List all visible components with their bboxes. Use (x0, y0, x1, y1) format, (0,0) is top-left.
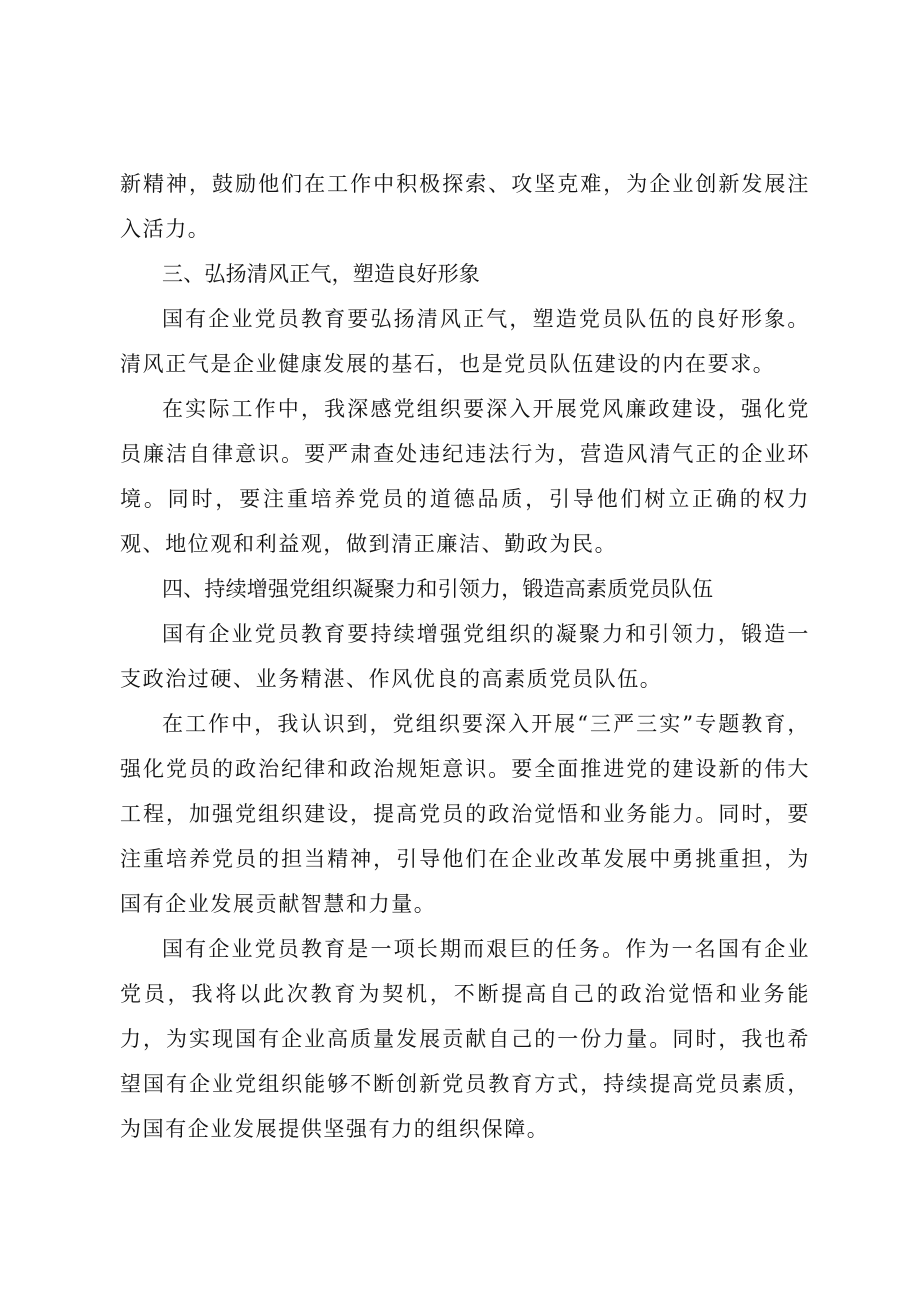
paragraph-3-1: 国有企业党员教育要弘扬清风正气，塑造党员队伍的良好形象。清风正气是企业健康发展的基石，也是党员队伍建设的内在要求。 (120, 307, 810, 376)
paragraph-3-2: 在实际工作中，我深感党组织要深入开展党风廉政建设，强化党员廉洁自律意识。要严肃查处违纪违法行为，营造风清气正的企业环境。同时，要注重培养党员的道德品质，引导他们树立正确的权力观、地位观和利益观，做到清正廉洁、勤政为民。 (120, 397, 810, 556)
section-heading-3: 三、弘扬清风正气，塑造良好形象 (162, 262, 480, 286)
document-body (120, 162, 810, 1152)
paragraph-conclusion: 国有企业党员教育是一项长期而艰巨的任务。作为一名国有企业党员，我将以此次教育为契机，不断提高自己的政治觉悟和业务能力，为实现国有企业高质量发展贡献自己的一份力量。同时，我也希望国有企业党组织能够不断创新党员教育方式，持续提高党员素质，为国有企业发展提供坚强有力的组织保障。 (120, 937, 810, 1141)
section-heading-4: 四、持续增强党组织凝聚力和引领力，锻造高素质党员队伍 (162, 577, 714, 601)
paragraph-4-1: 国有企业党员教育要持续增强党组织的凝聚力和引领力，锻造一支政治过硬、业务精湛、作风优良的高素质党员队伍。 (120, 622, 810, 691)
paragraph-4-2: 在工作中，我认识到，党组织要深入开展“三严三实”专题教育，强化党员的政治纪律和政治规矩意识。要全面推进党的建设新的伟大工程，加强党组织建设，提高党员的政治觉悟和业务能力。同时，要注重培养党员的担当精神，引导他们在企业改革发展中勇挑重担，为国有企业发展贡献智慧和力量。 (120, 712, 810, 916)
paragraph-continued: 新精神，鼓励他们在工作中积极探索、攻坚克难，为企业创新发展注入活力。 (120, 172, 810, 241)
